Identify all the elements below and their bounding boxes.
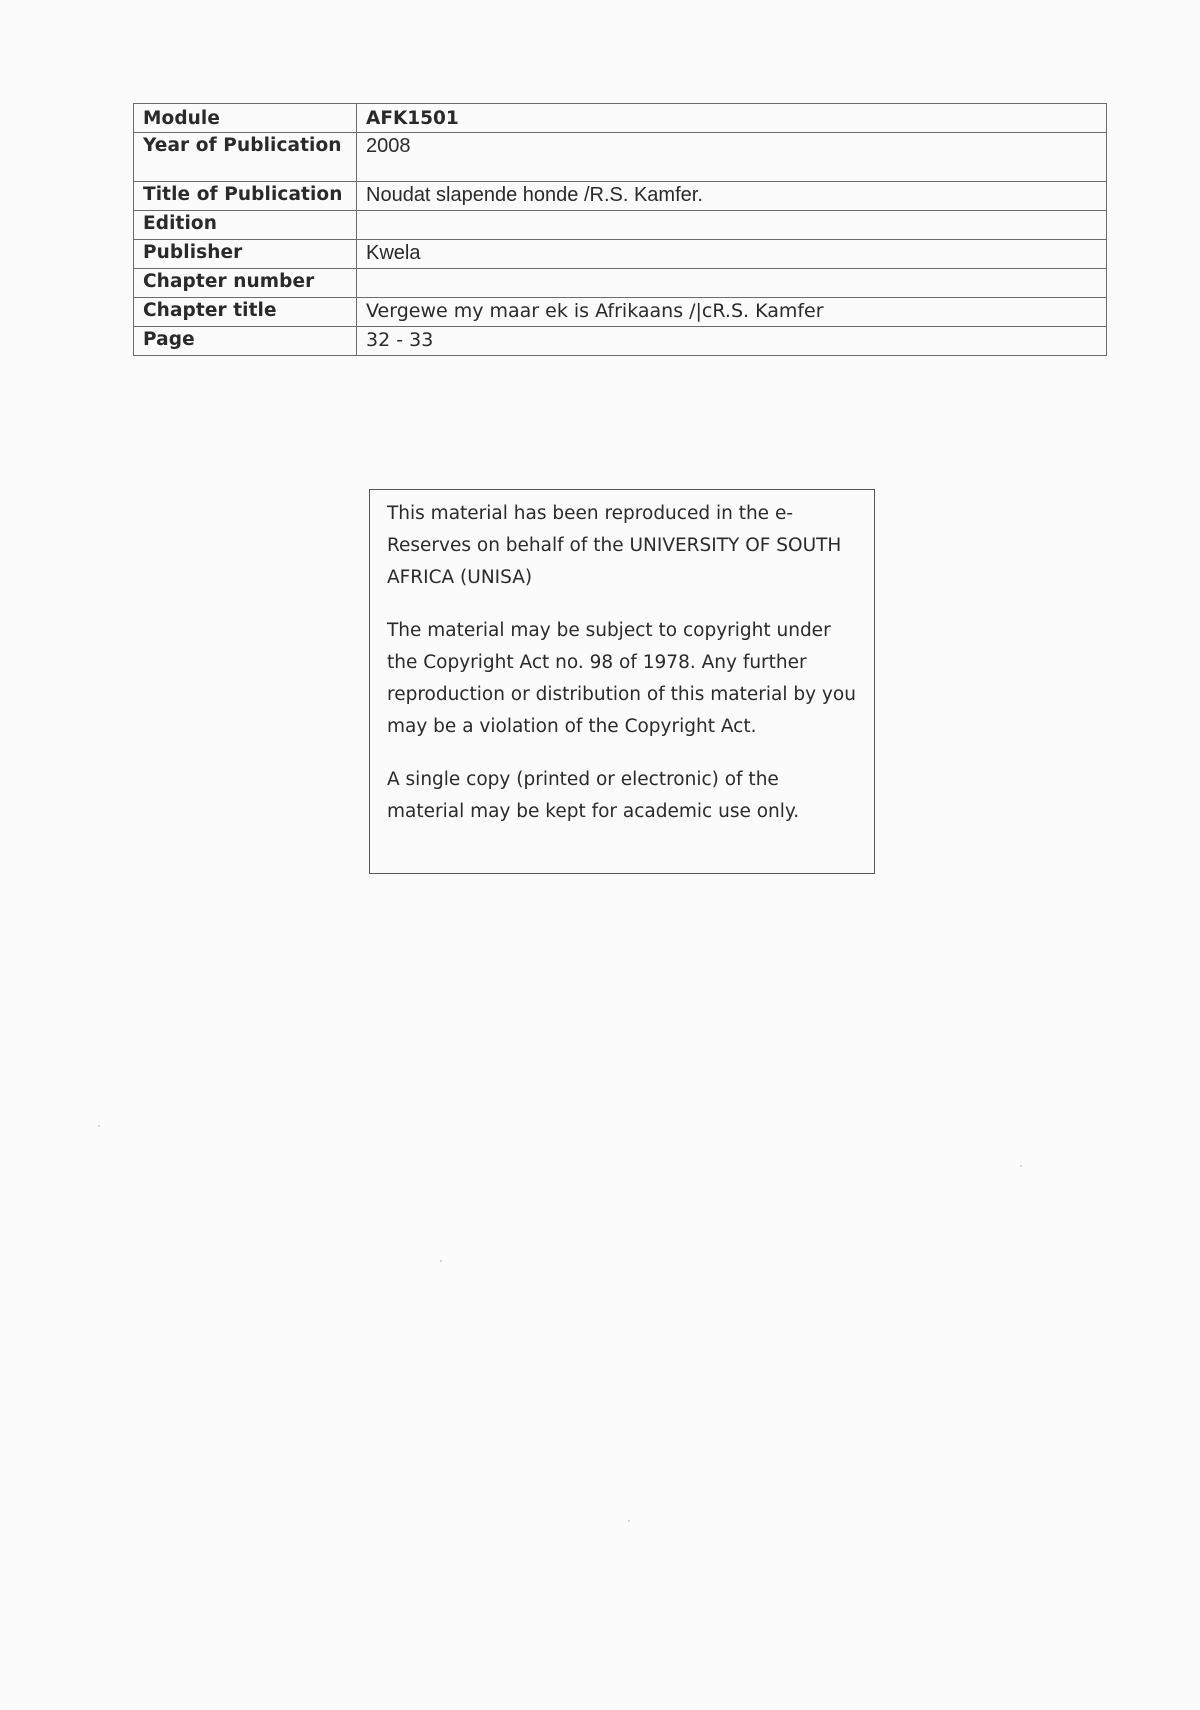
notice-paragraph-copyright: The material may be subject to copyright under the Copyright Act no. 98 of 1978. Any further reproduction or distribution of this material by you may be a violation of the Copyright Act. xyxy=(387,620,856,737)
table-row-edition xyxy=(134,211,1107,240)
table-row-title xyxy=(134,182,1107,211)
publisher-value: Kwela xyxy=(357,240,1107,269)
page-value: 32 - 33 xyxy=(357,327,1107,356)
module-value: AFK1501 xyxy=(357,104,1107,133)
edition-label: Edition xyxy=(134,211,357,240)
chapter-title-label: Chapter title xyxy=(134,298,357,327)
table-row-page xyxy=(134,327,1107,356)
notice-paragraph-reproduced: This material has been reproduced in the e-Reserves on behalf of the UNIVERSITY OF SOUTH AFRICA (UNISA) xyxy=(387,503,842,588)
table-row-module xyxy=(134,104,1107,133)
notice-paragraph-single-copy: A single copy (printed or electronic) of the material may be kept for academic use only. xyxy=(387,769,800,822)
chapter-number-label: Chapter number xyxy=(134,269,357,298)
scan-speck xyxy=(628,1520,630,1522)
year-value: 2008 xyxy=(357,133,1107,182)
table-row-chapter-title xyxy=(134,298,1107,327)
scan-speck xyxy=(1020,1165,1022,1167)
chapter-number-value xyxy=(357,269,1107,298)
module-label: Module xyxy=(134,104,357,133)
scan-speck xyxy=(98,1125,100,1127)
chapter-title-value: Vergewe my maar ek is Afrikaans /|cR.S. Kamfer xyxy=(357,298,1107,327)
publisher-label: Publisher xyxy=(134,240,357,269)
year-label: Year of Publication xyxy=(134,133,357,182)
copyright-notice-box xyxy=(369,489,875,874)
title-label: Title of Publication xyxy=(134,182,357,211)
table-row-chapter-number xyxy=(134,269,1107,298)
edition-value xyxy=(357,211,1107,240)
table-row-publisher xyxy=(134,240,1107,269)
publication-metadata-table xyxy=(133,103,1107,356)
title-value: Noudat slapende honde /R.S. Kamfer. xyxy=(357,182,1107,211)
table-row-year xyxy=(134,133,1107,182)
page-label: Page xyxy=(134,327,357,356)
scan-speck xyxy=(440,1260,442,1262)
